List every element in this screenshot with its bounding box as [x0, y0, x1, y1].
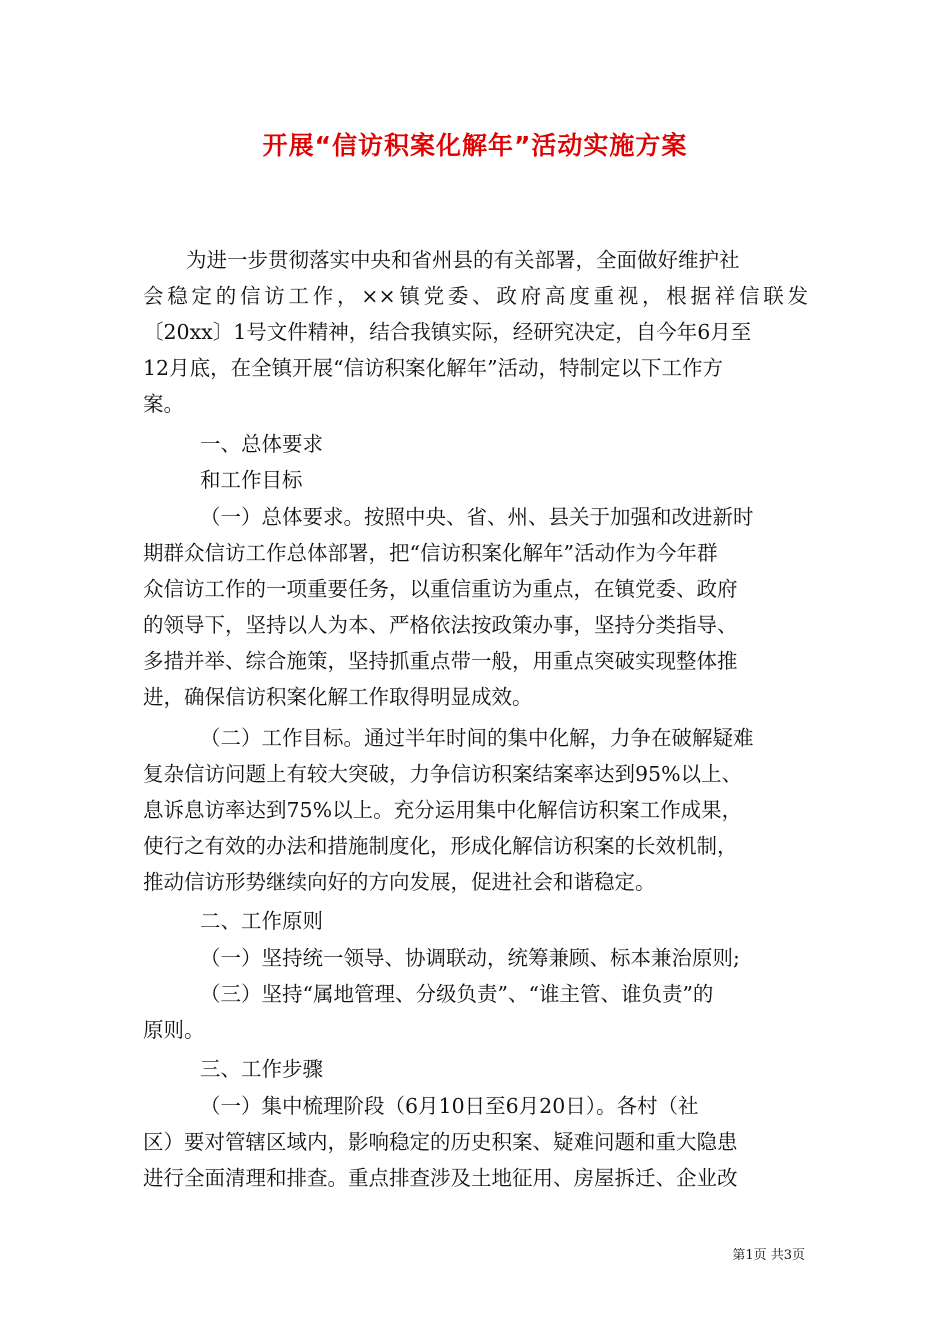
body-line: 为进一步贯彻落实中央和省州县的有关部署，全面做好维护社: [186, 248, 740, 272]
body-line: 区）要对管辖区域内，影响稳定的历史积案、疑难问题和重大隐患: [143, 1130, 738, 1154]
body-line: （一）总体要求。按照中央、省、州、县关于加强和改进新时: [200, 505, 754, 529]
body-line: 期群众信访工作总体部署，把“信访积案化解年”活动作为今年群: [143, 541, 718, 565]
body-line: 复杂信访问题上有较大突破，力争信访积案结案率达到95%以上、: [143, 762, 743, 786]
body-line: （一）集中梳理阶段（6月10日至6月20日）。各村（社: [200, 1094, 699, 1118]
body-line: 多措并举、综合施策，坚持抓重点带一般，用重点突破实现整体推: [143, 649, 738, 673]
section-heading: 一、总体要求: [200, 432, 323, 456]
document-title: 开展“信访积案化解年”活动实施方案: [262, 131, 688, 160]
section-heading: 和工作目标: [200, 468, 303, 492]
body-line: 原则。: [143, 1018, 205, 1042]
body-line: 案。: [143, 392, 184, 416]
section-heading: 三、工作步骤: [200, 1057, 323, 1081]
body-line: （二）工作目标。通过半年时间的集中化解，力争在破解疑难: [200, 726, 754, 750]
body-line: 12月底，在全镇开展“信访积案化解年”活动，特制定以下工作方: [143, 356, 724, 380]
body-line: 使行之有效的办法和措施制度化，形成化解信访积案的长效机制，: [143, 834, 738, 858]
body-line: 的领导下，坚持以人为本、严格依法按政策办事，坚持分类指导、: [143, 613, 738, 637]
body-line: （一）坚持统一领导、协调联动，统筹兼顾、标本兼治原则;: [200, 946, 740, 970]
body-line: 〔20xx〕1号文件精神，结合我镇实际，经研究决定，自今年6月至: [143, 320, 752, 344]
section-heading: 二、工作原则: [200, 909, 323, 933]
body-line: 进行全面清理和排查。重点排查涉及土地征用、房屋拆迁、企业改: [143, 1166, 738, 1190]
body-line: 众信访工作的一项重要任务，以重信重访为重点，在镇党委、政府: [143, 577, 738, 601]
body-line: 进，确保信访积案化解工作取得明显成效。: [143, 685, 533, 709]
body-line: （三）坚持“属地管理、分级负责”、“谁主管、谁负责”的: [200, 982, 714, 1006]
page-number: 第1页 共3页: [732, 1248, 805, 1263]
body-line: 推动信访形势继续向好的方向发展，促进社会和谐稳定。: [143, 870, 656, 894]
body-line: 会稳定的信访工作，××镇党委、政府高度重视，根据祥信联发: [143, 284, 808, 308]
body-line: 息诉息访率达到75%以上。充分运用集中化解信访积案工作成果，: [143, 798, 743, 822]
